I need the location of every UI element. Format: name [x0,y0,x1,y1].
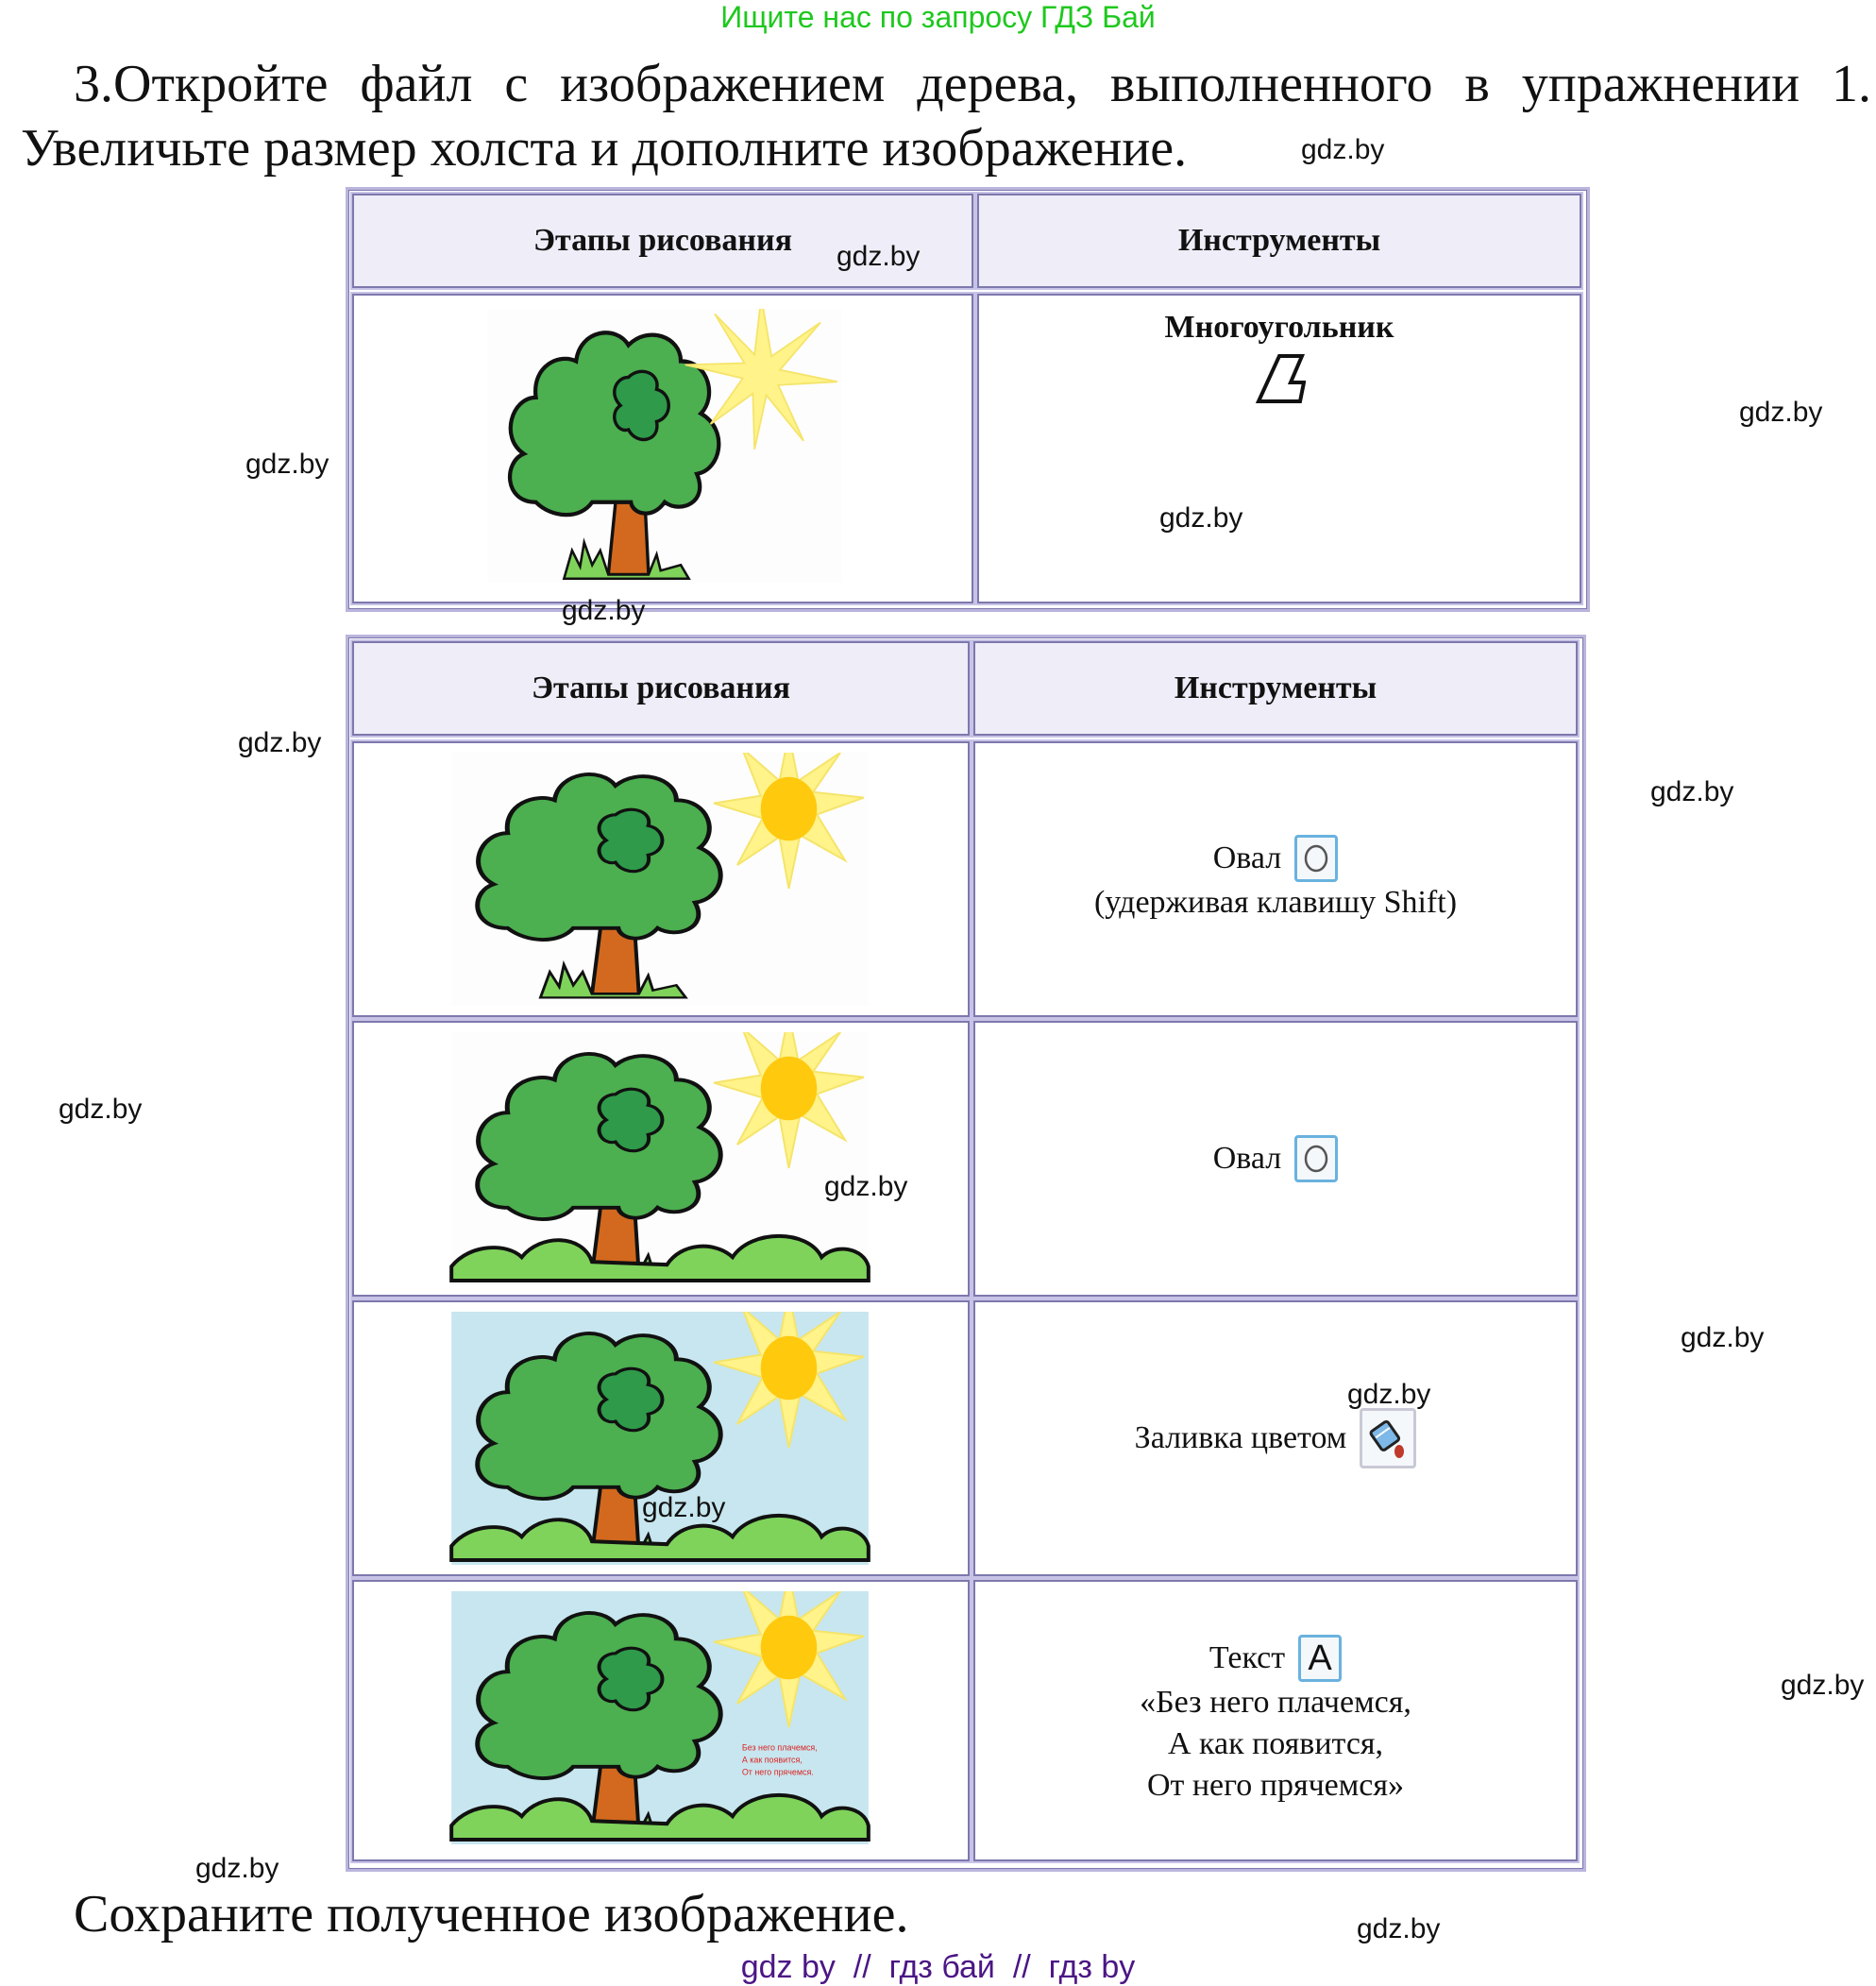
drawing-steps-table-2 [346,635,1586,1872]
tool-cell [973,1021,1578,1297]
watermark: gdz.by [824,1171,908,1202]
watermark: gdz.by [1347,1379,1431,1410]
tool-label-text: Текст [1208,1640,1286,1675]
tool-cell [973,1300,1578,1576]
tree-bushes-image [407,1032,913,1285]
stage-cell [352,1580,970,1861]
tool-label-oval: Овал [1212,1141,1282,1176]
image-poem-line: От него прячемся. [741,1767,814,1777]
watermark: gdz.by [195,1853,279,1884]
task-line-2: Увеличьте размер холста и дополните изображение. [21,119,1188,178]
watermark: gdz.by [562,595,646,626]
watermark: gdz.by [837,241,921,272]
task-line-1: 3.Откройте файл с изображением дерева, выполненного в упражнении 1. [74,55,1871,113]
header-tools: Инструменты [973,641,1578,736]
tool-label-polygon: Многоугольник [1164,310,1394,345]
watermark: gdz.by [238,727,322,758]
header-stages: Этапы рисования [352,194,973,288]
tool-cell [973,1580,1578,1861]
tool-label-oval: Овал [1212,840,1282,875]
tree-round-sun-image [407,753,913,1006]
watermark: gdz.by [245,449,330,480]
closing-instruction: Сохраните полученное изображение. [74,1885,909,1944]
watermark: gdz.by [1781,1670,1865,1701]
tree-sky-image [407,1312,913,1565]
watermark: gdz.by [1650,776,1734,807]
tool-note-shift: (удерживая клавишу Shift) [1093,885,1458,920]
watermark: gdz.by [1739,397,1823,428]
header-stages: Этапы рисования [352,641,970,736]
search-banner: Ищите нас по запросу ГДЗ Бай [720,0,1156,34]
task-instruction [21,52,1871,180]
poem-line-3: От него прячемся» [1146,1768,1405,1803]
tool-cell [973,741,1578,1017]
tree-poem-image [407,1591,913,1844]
stage-cell [352,1300,970,1576]
oval-icon [1294,835,1338,882]
polygon-icon [1253,352,1306,405]
watermark: gdz.by [1681,1322,1765,1353]
watermark: gdz.by [1301,134,1385,165]
poem-line-2: А как появится, [1167,1726,1384,1761]
footer-watermark: gdz by // гдз бай // гдз by [740,1949,1136,1985]
watermark: gdz.by [59,1094,143,1125]
drawing-steps-table-1 [346,187,1590,612]
image-poem-line: А как появится, [741,1755,803,1765]
stage-cell [352,741,970,1017]
tool-cell [977,294,1581,603]
stage-cell [352,1021,970,1297]
watermark: gdz.by [642,1492,726,1523]
poem-line-1: «Без него плачемся, [1140,1685,1411,1720]
text-icon: A [1298,1635,1342,1682]
oval-icon [1294,1135,1338,1182]
tool-label-fill: Заливка цветом [1134,1420,1347,1455]
tree-star-sun-image [390,309,939,583]
fill-bucket-icon [1360,1408,1416,1468]
stage-cell [352,294,973,603]
header-tools: Инструменты [977,194,1581,288]
image-poem-line: Без него плачемся, [741,1742,818,1753]
watermark: gdz.by [1357,1913,1441,1944]
watermark: gdz.by [1159,502,1243,534]
